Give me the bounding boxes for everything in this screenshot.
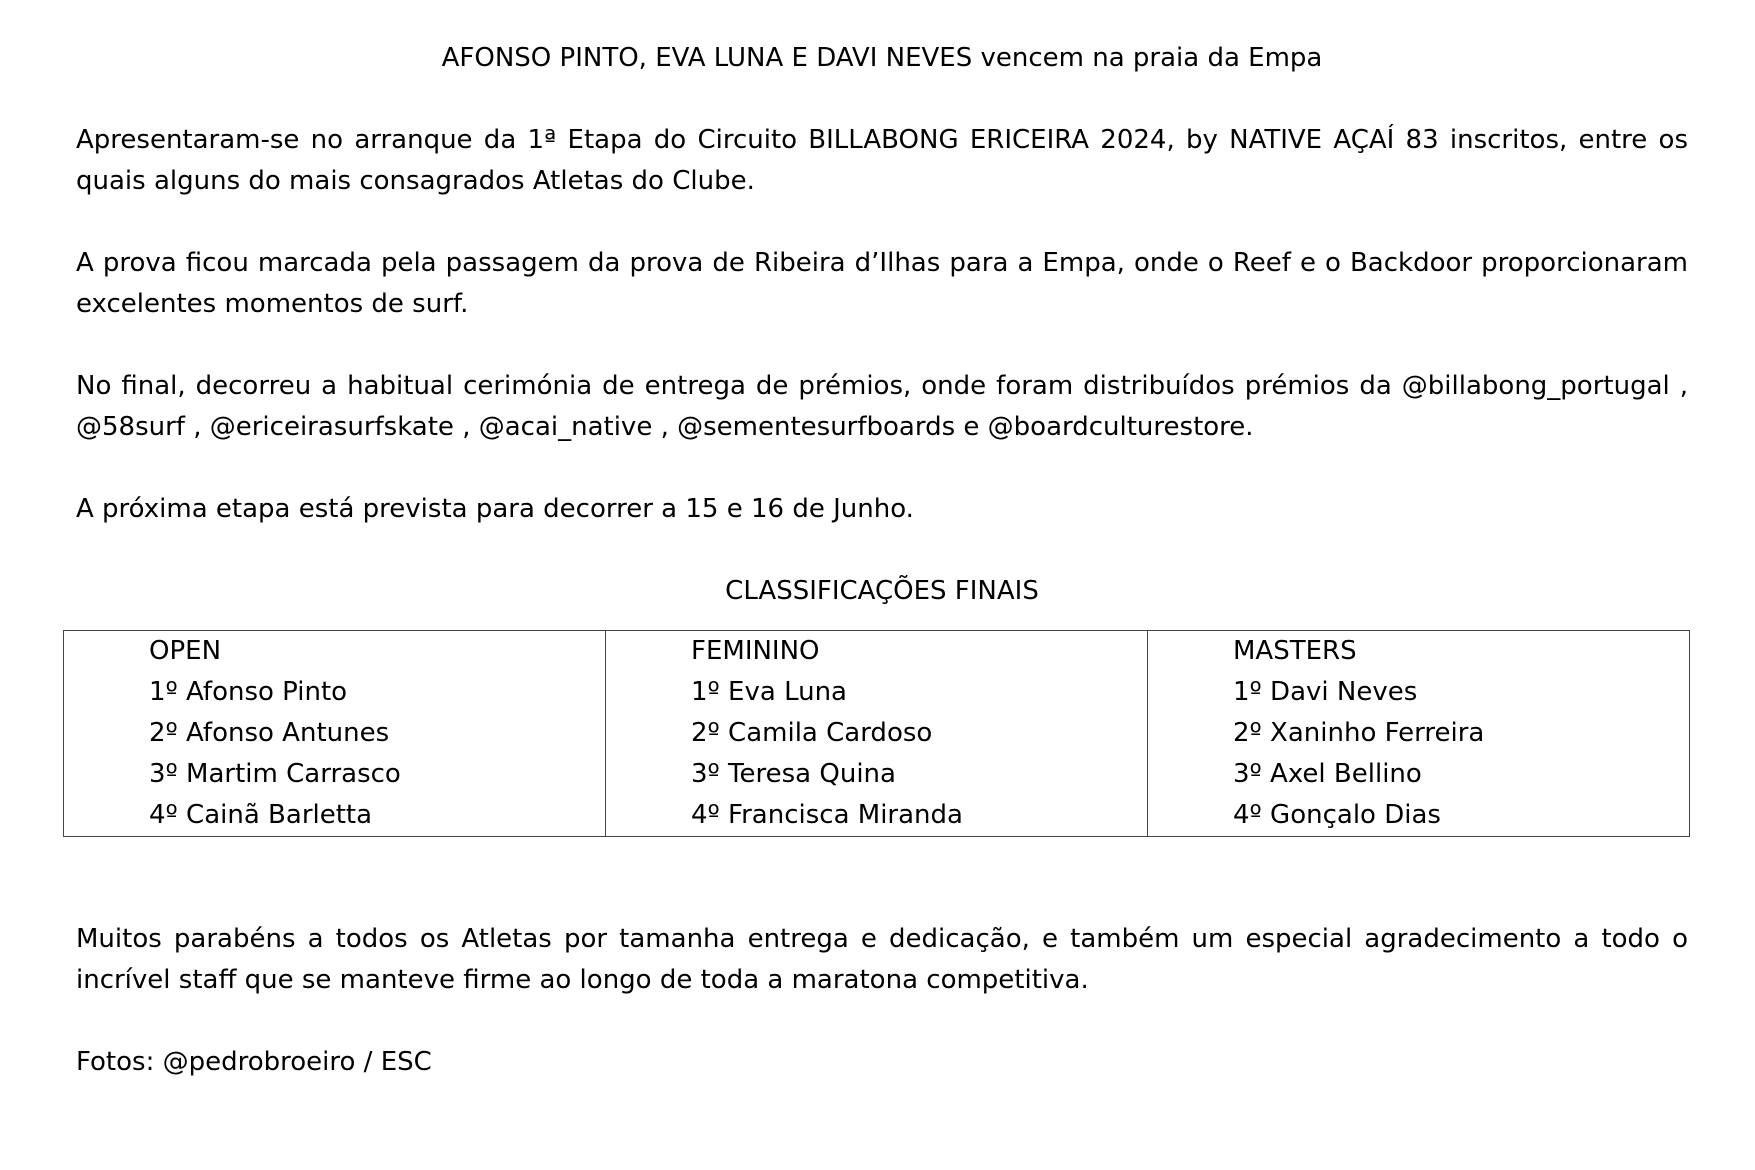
paragraph-prizes: No final, decorreu a habitual cerimónia de entrega de prémios, onde foram distribuídos prémios da @billabong_portugal , @58surf , @ericeirasurfskate , @acai_native , @sementesurfboards e @boardculturestore. <box>76 371 1688 442</box>
photo-credit: Fotos: @pedrobroeiro / ESC <box>76 1047 432 1077</box>
paragraph-next-stage: A próxima etapa está prevista para decorrer a 15 e 16 de Junho. <box>76 494 914 524</box>
rank-entry: 1º Davi Neves <box>1233 677 1418 707</box>
category-title: MASTERS <box>1233 636 1357 666</box>
rank-entry: 2º Xaninho Ferreira <box>1233 718 1485 748</box>
rank-entry: 2º Afonso Antunes <box>149 718 390 748</box>
rank-entry: 4º Cainã Barletta <box>149 800 373 830</box>
rank-entry: 4º Gonçalo Dias <box>1233 800 1441 830</box>
rank-entry: 4º Francisca Miranda <box>691 800 963 830</box>
category-title: FEMININO <box>691 636 820 666</box>
paragraph-venue: A prova ficou marcada pela passagem da prova de Ribeira d’Ilhas para a Empa, onde o Reef e o Backdoor proporcionaram excelentes momentos de surf. <box>76 248 1688 319</box>
category-open <box>64 631 606 837</box>
rank-entry: 1º Afonso Pinto <box>149 677 348 707</box>
paragraph-closing: Muitos parabéns a todos os Atletas por tamanha entrega e dedicação, e também um especial agradecimento a todo o incrível staff que se manteve firme ao longo de toda a maratona competitiva. <box>76 924 1688 995</box>
category-feminino <box>606 631 1148 837</box>
paragraph-intro: Apresentaram-se no arranque da 1ª Etapa do Circuito BILLABONG ERICEIRA 2024, by NATIVE AÇAÍ 83 inscritos, entre os quais alguns do mais consagrados Atletas do Clube. <box>76 125 1688 196</box>
category-masters <box>1148 631 1690 837</box>
classification-heading: CLASSIFICAÇÕES FINAIS <box>725 576 1039 606</box>
rank-entry: 1º Eva Luna <box>691 677 847 707</box>
rank-entry: 2º Camila Cardoso <box>691 718 933 748</box>
document-title: AFONSO PINTO, EVA LUNA E DAVI NEVES vencem na praia da Empa <box>441 43 1323 73</box>
results-table <box>63 630 1690 837</box>
rank-entry: 3º Teresa Quina <box>691 759 896 789</box>
category-title: OPEN <box>149 636 222 666</box>
results-row <box>64 631 1690 837</box>
rank-entry: 3º Martim Carrasco <box>149 759 401 789</box>
document <box>76 38 1688 1083</box>
rank-entry: 3º Axel Bellino <box>1233 759 1422 789</box>
